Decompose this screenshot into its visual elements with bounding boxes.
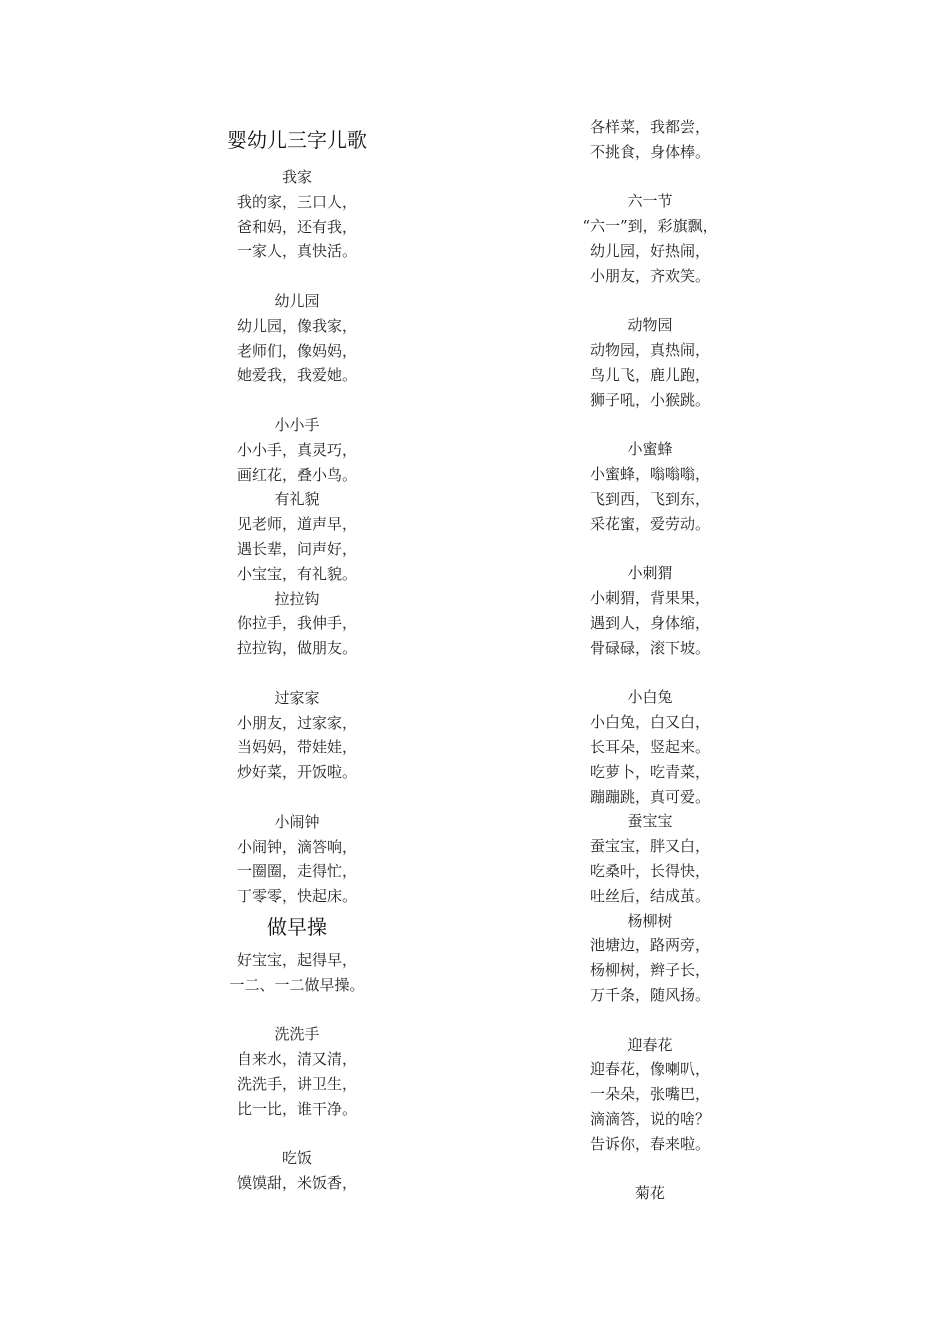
poem-line: 自来水，清又清，	[236, 1050, 357, 1068]
poem-line: 小小手，真灵巧，	[236, 440, 357, 459]
poem-line: 吐丝后，结成茧。	[589, 886, 710, 905]
poem-line: 动物园	[627, 316, 673, 335]
poem-line: 小刺猬	[627, 564, 673, 583]
poem-line: 洗洗手	[274, 1025, 320, 1044]
poem-line: 小宝宝，有礼貌。	[236, 564, 357, 583]
poem-line: 小白兔	[627, 688, 673, 707]
poem-line: 好宝宝，起得早，	[236, 950, 357, 969]
poem-line: 你拉手，我伸手，	[236, 614, 357, 633]
poem-line: 爸和妈，还有我，	[236, 217, 357, 236]
poem-line: 幼儿园，好热闹，	[589, 242, 710, 260]
poem-line: 小蜜蜂，嗡嗡嗡，	[589, 465, 710, 484]
poem-line: 滴滴答，说的啥？	[589, 1110, 710, 1128]
poem-line: 小朋友，过家家，	[236, 713, 357, 732]
poem-line: 告诉你，春来啦。	[589, 1134, 710, 1153]
poem-line: 她爱我，我爱她。	[236, 366, 357, 385]
poem-line: 吃萝卜，吃青菜，	[589, 762, 710, 781]
poem-line: 拉拉钩	[274, 589, 320, 608]
poem-line: 小闹钟，滴答响，	[236, 837, 357, 856]
poem-line: 当妈妈，带娃娃，	[236, 738, 357, 757]
poem-line: 杨柳树，辫子长，	[589, 961, 710, 980]
poem-line: 小朋友，齐欢笑。	[589, 266, 710, 285]
poem-line: 池塘边，路两旁，	[589, 936, 710, 955]
poem-line: 六一节	[627, 192, 673, 211]
poem-line: 我的家，三口人，	[236, 192, 357, 211]
poem-line: 狮子吼，小猴跳。	[589, 390, 710, 409]
poem-line: 一二、一二做早操。	[229, 975, 365, 994]
poem-line: 小白兔，白又白，	[589, 713, 710, 732]
poem-line: 馍馍甜，米饭香，	[236, 1174, 357, 1192]
poem-line: 幼儿园	[274, 292, 320, 310]
poem-line: 动物园，真热闹，	[589, 341, 710, 360]
poem-line: 过家家	[274, 688, 320, 707]
poem-line: 迎春花，像喇叭，	[589, 1060, 710, 1079]
poem-line: 鸟儿飞，鹿儿跑，	[589, 366, 710, 384]
poem-line: 丁零零，快起床。	[236, 887, 357, 906]
poem-line: 画红花，叠小鸟。	[236, 465, 357, 484]
poem-line: 迎春花	[627, 1035, 673, 1054]
poem-line: 吃桑叶，长得快，	[589, 862, 710, 880]
poem-line: 不挑食，身体棒。	[589, 142, 710, 161]
poem-line: 遇到人，身体缩，	[589, 614, 710, 632]
poem-line: 骨碌碌，滚下坡。	[589, 638, 710, 657]
poem-line: 各样菜，我都尝，	[589, 118, 710, 136]
poem-line: 采花蜜，爱劳动。	[589, 514, 710, 533]
poem-line: 菊花	[634, 1184, 665, 1203]
poem-line: 遇长辈，问声好，	[236, 540, 357, 558]
poem-line: 吃饭	[281, 1149, 312, 1168]
poem-line: “六一”到，彩旗飘，	[582, 217, 718, 236]
poem-line: 小小手	[274, 416, 320, 434]
poem-line: 洗洗手，讲卫生，	[236, 1074, 357, 1093]
poem-line: 蚕宝宝，胖又白，	[589, 837, 710, 856]
poem-line: 一家人，真快活。	[236, 242, 357, 261]
poem-line: 我家	[281, 168, 312, 186]
poem-line: 小闹钟	[274, 812, 320, 831]
poem-line: 蹦蹦跳，真可爱。	[589, 787, 710, 806]
poem-line: 比一比，谁干净。	[236, 1099, 357, 1118]
poem-line: 万千条，随风扬。	[589, 986, 710, 1004]
poem-line: 小蜜蜂	[627, 440, 673, 459]
poem-line: 长耳朵，竖起来。	[589, 738, 710, 756]
poem-line: 老师们，像妈妈，	[236, 341, 357, 360]
poem-line: 拉拉钩，做朋友。	[236, 639, 357, 658]
poem-line: 见老师，道声早，	[236, 515, 357, 534]
section-heading: 做早操	[267, 915, 327, 939]
poem-line: 一圈圈，走得忙，	[236, 862, 357, 881]
poem-line: 杨柳树	[627, 911, 673, 930]
poem-line: 有礼貌	[274, 490, 320, 509]
poem-line: 飞到西，飞到东，	[589, 490, 710, 508]
poem-line: 炒好菜，开饭啦。	[236, 763, 357, 782]
poem-line: 幼儿园，像我家，	[236, 316, 357, 335]
poem-line: 一朵朵，张嘴巴，	[589, 1085, 710, 1104]
document-title: 婴幼儿三字儿歌	[227, 128, 367, 152]
poem-line: 蚕宝宝	[627, 812, 673, 831]
poem-line: 小刺猬，背果果，	[589, 589, 710, 608]
